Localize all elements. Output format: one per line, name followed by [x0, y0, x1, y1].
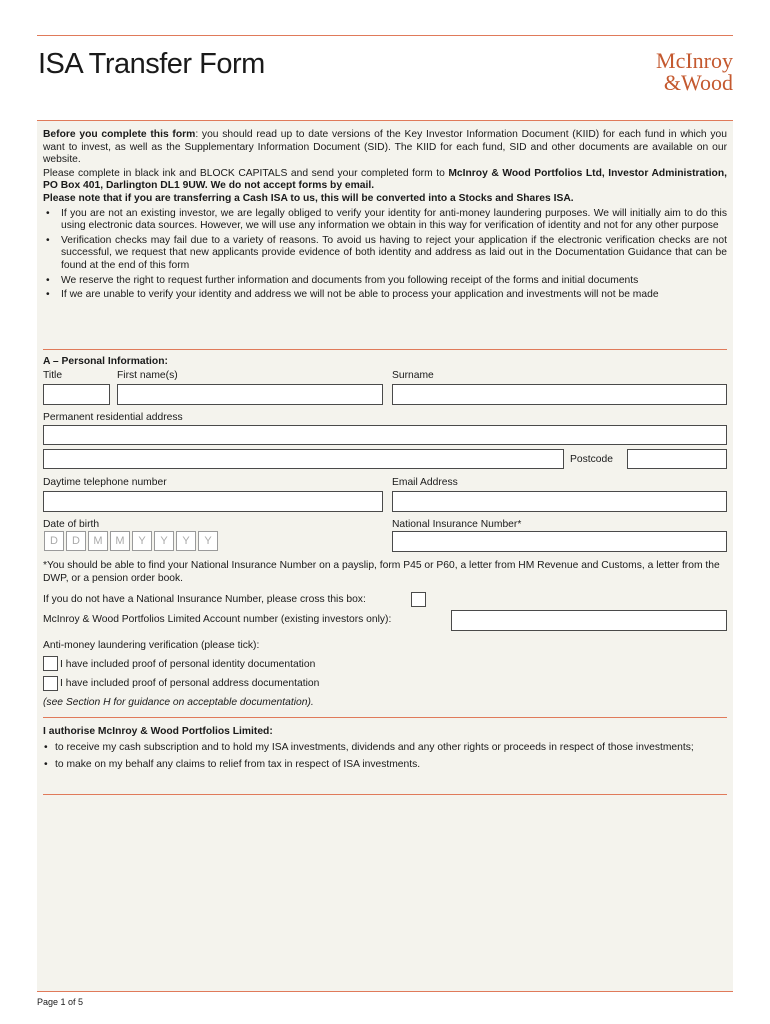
- ni-note: *You should be able to find your National Insurance Number on a payslip, form P45 or P60, a letter from HM Revenue and Customs, a letter from the DWP, or a pension order book.: [43, 560, 720, 584]
- dob-year-2[interactable]: Y: [154, 531, 174, 551]
- intro-bullets: [43, 208, 727, 302]
- dob-year-3[interactable]: Y: [176, 531, 196, 551]
- title-label: Title: [43, 370, 63, 381]
- mcinroy-wood-logo: [633, 48, 735, 96]
- section-divider: [43, 794, 727, 795]
- dob-day-1[interactable]: D: [44, 531, 64, 551]
- aml-address-label: I have included proof of personal address documentation: [60, 678, 320, 689]
- surname-label: Surname: [392, 370, 434, 381]
- phone-label: Daytime telephone number: [43, 477, 167, 488]
- authorise-bullet: • to make on my behalf any claims to relief from tax in respect of ISA investments.: [43, 759, 727, 772]
- aml-identity-checkbox[interactable]: [43, 656, 58, 671]
- no-ni-checkbox[interactable]: [411, 592, 426, 607]
- intro-p2-start: Please complete in black ink and BLOCK CAPITALS and send your completed form to: [43, 167, 449, 179]
- page-title: ISA Transfer Form: [38, 48, 265, 80]
- account-number-input[interactable]: [451, 610, 727, 631]
- aml-address-checkbox[interactable]: [43, 676, 58, 691]
- form-panel: [37, 120, 733, 992]
- intro-text: [43, 129, 727, 302]
- surname-input[interactable]: [392, 384, 727, 405]
- intro-paragraph-2: [43, 168, 727, 193]
- section-a-heading: A – Personal Information:: [43, 356, 168, 367]
- dob-year-1[interactable]: Y: [132, 531, 152, 551]
- logo-line-1: McInroy: [656, 48, 733, 73]
- dob-year-4[interactable]: Y: [198, 531, 218, 551]
- aml-note: (see Section H for guidance on acceptable documentation).: [43, 697, 314, 708]
- address-line-1-input[interactable]: [43, 425, 727, 445]
- dob-month-2[interactable]: M: [110, 531, 130, 551]
- intro-bullet: • If we are unable to verify your identity and address we will not be able to process your application and investments will not be made: [43, 289, 727, 302]
- logo-line-2: &Wood: [663, 70, 733, 95]
- dob-label: Date of birth: [43, 519, 100, 530]
- intro-p2-bold: McInroy & Wood Portfolios Ltd, Investor Administration, PO Box 401, Darlington DL1 9UW. We do not accept forms by email.: [43, 167, 727, 192]
- section-divider: [43, 717, 727, 718]
- account-number-label: McInroy & Wood Portfolios Limited Account number (existing investors only):: [43, 614, 392, 625]
- ni-input[interactable]: [392, 531, 727, 552]
- intro-p1-rest: : you should read up to date versions of the Key Investor Information Document (KIID) for each fund in which you want to invest, as well as the Supplementary Information Document (SID). The KIID for each fund, SID and other documents are available on our website.: [43, 129, 727, 166]
- postcode-label: Postcode: [570, 454, 613, 465]
- authorise-list: [43, 742, 727, 775]
- first-name-label: First name(s): [117, 370, 178, 381]
- email-label: Email Address: [392, 477, 458, 488]
- address-line-2-input[interactable]: [43, 449, 564, 469]
- top-rule: [37, 35, 733, 36]
- email-input[interactable]: [392, 491, 727, 512]
- authorise-heading: I authorise McInroy & Wood Portfolios Limited:: [43, 726, 273, 737]
- postcode-input[interactable]: [627, 449, 727, 469]
- ni-label: National Insurance Number*: [392, 519, 522, 530]
- section-divider: [43, 349, 727, 350]
- title-input[interactable]: [43, 384, 110, 405]
- page-number: Page 1 of 5: [37, 997, 84, 1007]
- intro-bullet: • We reserve the right to request further information and documents from you following receipt of the forms and initial documents: [43, 275, 727, 288]
- address-label: Permanent residential address: [43, 412, 183, 423]
- no-ni-label: If you do not have a National Insurance Number, please cross this box:: [43, 594, 366, 605]
- dob-month-1[interactable]: M: [88, 531, 108, 551]
- phone-input[interactable]: [43, 491, 383, 512]
- authorise-bullet: • to receive my cash subscription and to hold my ISA investments, dividends and any other rights or proceeds in respect of those investments;: [43, 742, 727, 755]
- intro-bullet: • If you are not an existing investor, we are legally obliged to verify your identity for anti-money laundering purposes. We will initially aim to do this using electronic data sources. However, we will use any information we obtain in this way for verification of identity and not for any other purpose: [43, 208, 727, 233]
- intro-paragraph-1: [43, 129, 727, 167]
- intro-p1-bold: Before you complete this form: [43, 129, 196, 140]
- first-name-input[interactable]: [117, 384, 383, 405]
- intro-bullet: • Verification checks may fail due to a variety of reasons. To avoid us having to reject your application if the electronic verification checks are not successful, we request that new applicants provide evidence of both identity and address as laid out in the Documentation Guidance that can be found at the end of this form: [43, 235, 727, 273]
- intro-p3-bold: Please note that if you are transferring a Cash ISA to us, this will be converted into a Stocks and Shares ISA.: [43, 192, 574, 204]
- dob-day-2[interactable]: D: [66, 531, 86, 551]
- aml-identity-label: I have included proof of personal identity documentation: [60, 659, 316, 670]
- aml-label: Anti-money laundering verification (please tick):: [43, 640, 260, 651]
- intro-paragraph-3: [43, 193, 727, 206]
